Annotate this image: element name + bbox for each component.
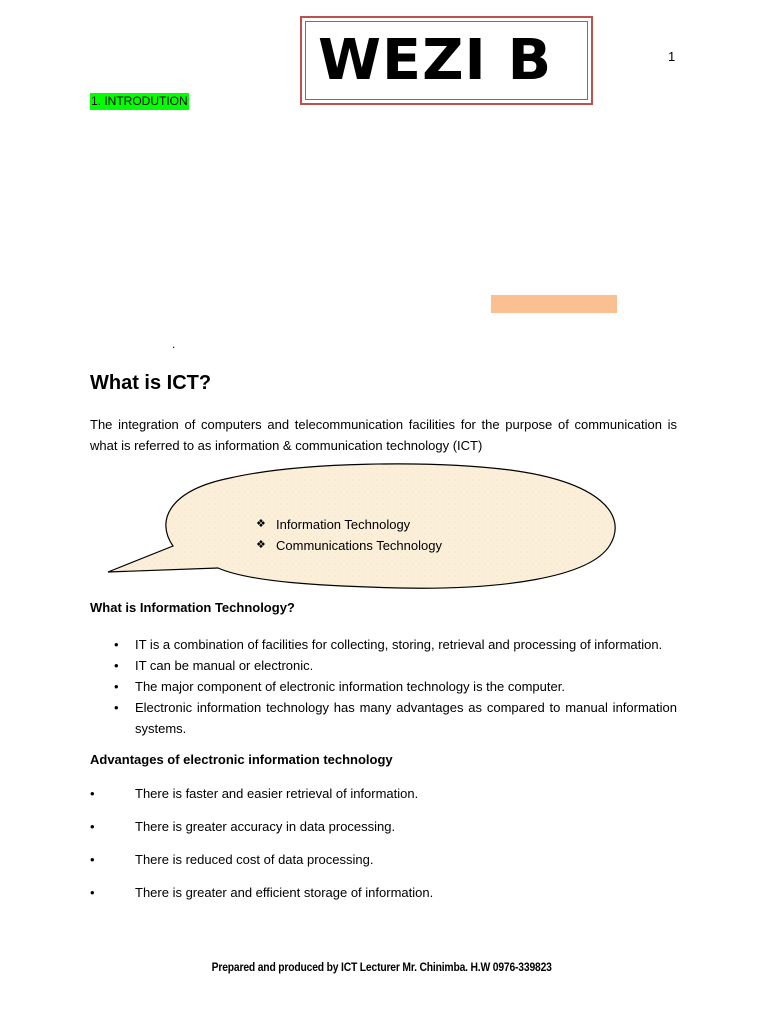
bullet-icon: • (114, 679, 119, 694)
section-heading: What is ICT? (90, 372, 212, 394)
list-item-text: There is greater and efficient storage of information. (135, 885, 434, 900)
bullet-icon: • (90, 819, 95, 834)
page-number: 1 (668, 49, 676, 64)
footer (0, 960, 768, 974)
list-item (90, 851, 677, 884)
bullet-icon: • (114, 658, 119, 673)
callout-bubble (100, 460, 630, 595)
bullet-icon: • (90, 852, 95, 867)
bullet-icon: • (114, 637, 119, 652)
callout-item (256, 535, 442, 556)
list-item (90, 634, 677, 655)
intro-heading: 1. INTRODUTION (91, 94, 188, 108)
list-item (90, 884, 677, 917)
list-item-text: There is reduced cost of data processing. (135, 852, 374, 867)
callout-item (256, 514, 442, 535)
list-item-text: IT can be manual or electronic. (135, 658, 314, 673)
list-item (90, 785, 677, 818)
diamond-bullet-icon: ❖ (256, 539, 266, 551)
it-heading: What is Information Technology? (90, 600, 295, 615)
list-item-text: There is greater accuracy in data processing. (135, 819, 396, 834)
callout-item-label: Information Technology (276, 517, 411, 532)
advantages-heading: Advantages of electronic information technology (90, 752, 393, 767)
footer-text: Prepared and produced by ICT Lecturer Mr. Chinimba. H.W 0976-339823 (211, 960, 552, 974)
advantages-list (90, 785, 677, 917)
document-title: WEZI B (318, 27, 553, 93)
callout-item-label: Communications Technology (276, 538, 442, 553)
title-box-inner-border (305, 21, 588, 100)
it-bullet-list (90, 634, 677, 739)
ict-definition-paragraph: The integration of computers and telecommunication facilities for the purpose of communication is what is referred to as information & communication technology (ICT) (90, 417, 677, 453)
list-item-text: The major component of electronic information technology is the computer. (135, 679, 565, 694)
diamond-bullet-icon: ❖ (256, 518, 266, 530)
list-item-text: There is faster and easier retrieval of information. (135, 786, 419, 801)
list-item-text: IT is a combination of facilities for collecting, storing, retrieval and processing of information. (135, 637, 663, 652)
bullet-icon: • (90, 885, 95, 900)
list-item (90, 676, 677, 697)
list-item (90, 697, 677, 739)
list-item (90, 818, 677, 851)
bullet-icon: • (90, 786, 95, 801)
bullet-icon: • (114, 700, 119, 715)
stray-mark: . (172, 337, 176, 351)
callout-list (256, 514, 442, 556)
list-item-text: Electronic information technology has many advantages as compared to manual information systems. (135, 700, 677, 736)
title-box (300, 16, 593, 105)
list-item (90, 655, 677, 676)
orange-highlight-bar (491, 295, 617, 313)
